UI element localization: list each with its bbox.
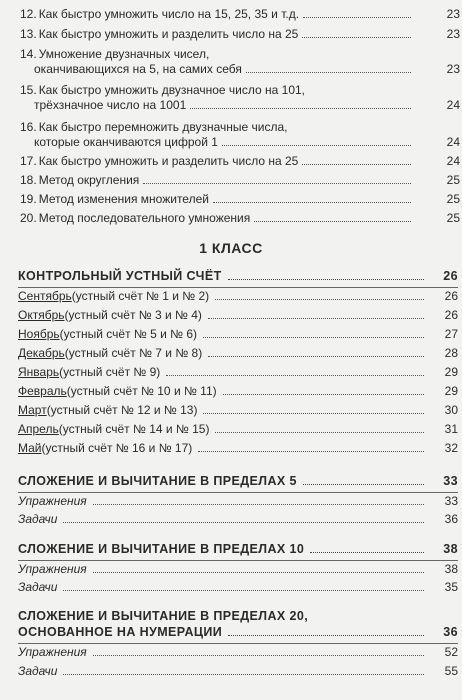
month-detail: (устный счёт № 16 и № 17) [41,441,193,455]
page-number: 52 [444,645,458,659]
section-divider [18,287,458,288]
dot-leader [302,164,411,165]
page-number: 38 [443,542,458,556]
page-number: 32 [444,441,458,455]
page-number: 23 [446,62,460,76]
dot-leader [303,17,411,18]
month-name: Декабрь [18,346,65,360]
section-divider [18,560,458,561]
month-name: Февраль [18,384,67,398]
month-name: Март [18,403,47,417]
entry-title: Как быстро умножить и разделить число на 25 [38,154,299,168]
page-number: 36 [444,512,458,526]
section-title: СЛОЖЕНИЕ И ВЫЧИТАНИЕ В ПРЕДЕЛАХ 5 [18,474,297,488]
section-divider [18,492,458,493]
dot-leader [302,37,411,38]
page-number: 33 [444,494,458,508]
subsection-entry [18,562,458,577]
entry-title: Метод округления [38,173,140,187]
month-entry [18,403,458,418]
subsection-label: Задачи [18,512,58,526]
dot-leader [203,413,424,414]
entry-title: Как быстро умножить и разделить число на 25 [38,27,299,41]
section-heading [18,268,458,284]
toc-page: 12. Как быстро умножить число на 15, 25, 35 и т.д. 23 13. Как быстро умножить и разделить число на 25 23 14. Умножение двузначных чисел, оканчивающихся на 5, на самих себя 23 15. Как быстро умножить двузначное число на 101, трёхзначное число на 1001 24 16. Как быстро перемножить двузначные числа, которые оканчиваются цифрой 1 24 17. Как быстро умножить и разделить число на 25 24 18. Метод округления 25 19. Метод изменения множителей 25 20. Метод последовательного умножения 25 1 КЛАСС КОНТРОЛЬНЫЙ УСТНЫЙ СЧЁТ 26 Сентябрь (устный счёт № 1 и № 2) 26 Октябрь (устный счёт № 3 и № 4) 26 Ноябрь (устный счёт № 5 и № 6) 27 Декабрь (устный счёт № 7 и № 8) 28 Январь (устный счёт № 9) 29 Февраль (устный счёт № 10 и № 11) 29 Март (устный счёт № 12 и № 13) 30 Апрель (устный счёт № 14 и № 15) 31 Май (устный счёт № 16 и № 17) 32 СЛОЖЕНИЕ И ВЫЧИТАНИЕ В ПРЕДЕЛАХ 5 33 Упражнения 33 Задачи 36 СЛОЖЕНИЕ И ВЫЧИТАНИЕ В ПРЕДЕЛАХ 10 38 Упражнения 38 Задачи 35 СЛОЖЕНИЕ И ВЫЧИТАНИЕ В ПРЕДЕЛАХ 20, ОСНОВАННОЕ НА НУМЕРАЦИИ 36 Упражнения 52 Задачи 55 [0,0,462,700]
section-title: СЛОЖЕНИЕ И ВЫЧИТАНИЕ В ПРЕДЕЛАХ 20, [18,609,309,623]
dot-leader [215,299,424,300]
dot-leader [63,522,424,523]
section-title: КОНТРОЛЬНЫЙ УСТНЫЙ СЧЁТ [18,269,222,283]
month-detail: (устный счёт № 9) [59,365,161,379]
page-number: 24 [446,154,460,168]
page-number: 25 [446,173,460,187]
month-entry [18,365,458,380]
month-name: Январь [18,365,60,379]
page-number: 33 [443,474,458,488]
entry-title: Умножение двузначных чисел, [38,47,210,61]
dot-leader [203,337,424,338]
page-number: 38 [444,562,458,576]
dot-leader [213,202,411,203]
month-detail: (устный счёт № 1 и № 2) [71,289,210,303]
page-number: 24 [446,98,460,112]
month-entry [18,384,458,399]
subsection-label: Задачи [18,580,58,594]
dot-leader [143,183,411,184]
page-number: 23 [446,27,460,41]
page-number: 28 [444,346,458,360]
section-heading [18,608,458,640]
month-name: Октябрь [18,308,65,322]
grade-heading: 1 КЛАСС [199,240,263,256]
dot-leader [303,484,424,485]
entry-title: Как быстро умножить двузначное число на 101, [38,83,306,97]
dot-leader [228,635,424,636]
section-heading [18,473,458,489]
month-name: Ноябрь [18,327,60,341]
entry-title-cont: которые оканчиваются цифрой 1 [34,135,218,149]
month-entry [18,346,458,361]
entry-title: Метод последовательного умножения [38,211,251,225]
subsection-entry [18,512,458,527]
entry-title: Как быстро перемножить двузначные числа, [38,120,288,134]
page-number: 31 [444,422,458,436]
section-title-cont: ОСНОВАННОЕ НА НУМЕРАЦИИ [18,625,223,639]
subsection-label: Упражнения [18,645,87,659]
subsection-label: Задачи [18,664,58,678]
dot-leader [222,145,411,146]
month-detail: (устный счёт № 14 и № 15) [58,422,210,436]
month-name: Сентябрь [18,289,72,303]
page-number: 26 [443,269,458,283]
month-entry [18,422,458,437]
page-number: 26 [444,289,458,303]
dot-leader [93,572,424,573]
month-name: Май [18,441,42,455]
dot-leader [254,221,411,222]
entry-title-cont: оканчивающихся на 5, на самих себя [34,62,242,76]
page-number: 55 [444,664,458,678]
section-heading [18,541,458,557]
page-number: 29 [444,365,458,379]
dot-leader [166,375,424,376]
month-detail: (устный счёт № 10 и № 11) [66,384,217,398]
month-entry [18,308,458,323]
dot-leader [246,72,411,73]
dot-leader [223,394,424,395]
page-number: 24 [446,135,460,149]
entry-title-cont: трёхзначное число на 1001 [34,98,187,112]
dot-leader [190,108,411,109]
entry-title: Метод изменения множителей [38,192,209,206]
month-entry [18,327,458,342]
dot-leader [215,432,424,433]
page-number: 25 [446,211,460,225]
section-divider [18,643,458,644]
month-detail: (устный счёт № 5 и № 6) [59,327,198,341]
dot-leader [208,318,424,319]
subsection-label: Упражнения [18,494,87,508]
month-entry [18,441,458,456]
month-name: Апрель [18,422,59,436]
subsection-entry [18,494,458,509]
page-number: 29 [444,384,458,398]
page-number: 25 [446,192,460,206]
section-title: СЛОЖЕНИЕ И ВЫЧИТАНИЕ В ПРЕДЕЛАХ 10 [18,542,305,556]
dot-leader [93,504,424,505]
month-detail: (устный счёт № 12 и № 13) [46,403,198,417]
page-number: 30 [444,403,458,417]
page-number: 26 [444,308,458,322]
dot-leader [208,356,424,357]
month-entry [18,289,458,304]
subsection-entry [18,580,458,595]
dot-leader [63,590,424,591]
dot-leader [310,552,424,553]
month-detail: (устный счёт № 7 и № 8) [64,346,203,360]
subsection-entry [18,664,458,679]
subsection-label: Упражнения [18,562,87,576]
page-number: 36 [443,625,458,639]
dot-leader [228,279,424,280]
dot-leader [198,451,424,452]
entry-title: Как быстро умножить число на 15, 25, 35 и т.д. [38,7,300,21]
page-number: 35 [444,580,458,594]
month-detail: (устный счёт № 3 и № 4) [64,308,202,322]
dot-leader [63,674,424,675]
dot-leader [93,655,424,656]
page-number: 23 [446,7,460,21]
subsection-entry [18,645,458,660]
page-number: 27 [444,327,458,341]
